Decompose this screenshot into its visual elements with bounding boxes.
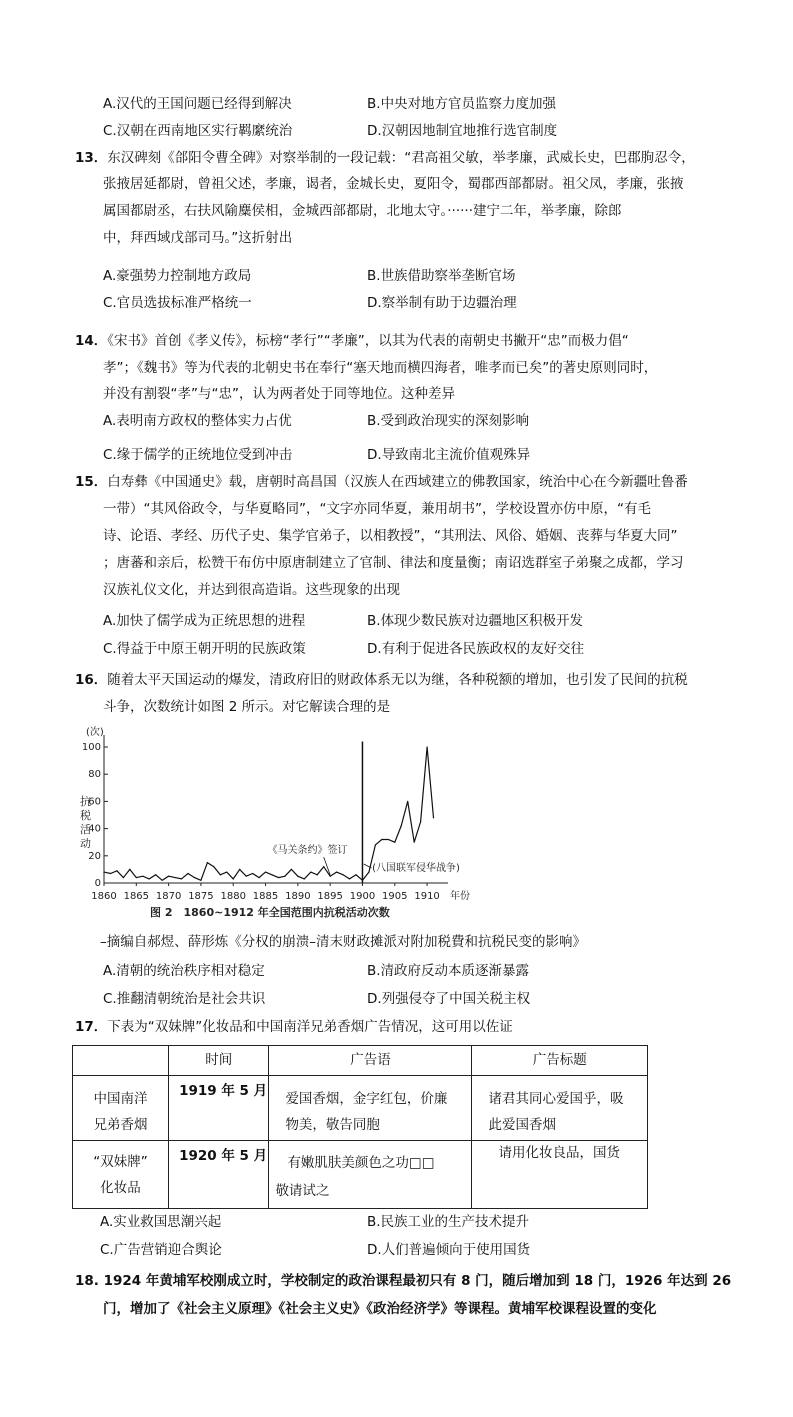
data-point — [407, 801, 408, 802]
ad-table-header-slogan: 广告语 — [269, 1046, 472, 1076]
ad-row2-time: 1920 年 5 月 — [169, 1141, 269, 1209]
q16-option-a: A.清朝的统治秩序相对稳定 — [103, 963, 265, 979]
x-tick-label: 1860 — [91, 891, 117, 902]
data-point — [426, 746, 427, 747]
x-tick-label: 1900 — [349, 891, 376, 902]
table-row — [73, 1076, 648, 1141]
q12-option-d: D.汉朝因地制宜地推行选官制度 — [367, 123, 558, 139]
x-tick-label: 1875 — [188, 891, 214, 902]
q15-line-4: ；唐蕃和亲后，松赞干布仿中原唐制建立了官制、律法和度量衡；南诏选群室子弟聚之成都，学习 — [103, 555, 684, 571]
q15-option-b: B.体现少数民族对边疆地区积极开发 — [367, 613, 584, 629]
data-point — [362, 880, 363, 881]
ad-table-header — [73, 1046, 648, 1076]
data-point — [110, 873, 111, 874]
data-point — [258, 877, 259, 878]
q16-number: 16． — [75, 672, 108, 688]
ad-row1-time: 1919 年 5 月 — [169, 1076, 269, 1141]
data-point — [297, 876, 298, 877]
q13-line-4: 中，拜西域戊部司马。”这折射出 — [103, 230, 293, 246]
tax-resistance-chart — [80, 725, 500, 925]
q14-number: 14． — [75, 333, 108, 349]
q17-option-a: A.实业救国思潮兴起 — [100, 1214, 222, 1230]
data-point — [368, 872, 369, 873]
q16-option-d: D.列强侵夺了中国关税主权 — [367, 991, 531, 1007]
q13-option-c: C.官员选拔标准严格统一 — [103, 295, 252, 311]
data-point — [207, 862, 208, 863]
data-point — [317, 874, 318, 875]
data-point — [174, 877, 175, 878]
data-point — [265, 872, 266, 873]
q12-option-c: C.汉朝在西南地区实行羁縻统治 — [103, 123, 293, 139]
q16-option-b: B.清政府反动本质逐渐暴露 — [367, 963, 530, 979]
q16-line-1: 16．随着太平天国运动的爆发，清政府旧的财政体系无以为继，各种税额的增加，也引发了民间的抗税 — [75, 672, 688, 688]
q13-number: 13． — [75, 150, 108, 166]
x-tick-label: 1865 — [123, 891, 150, 902]
q12-option-a: A.汉代的王国问题已经得到解决 — [103, 96, 292, 112]
ad-row1-title: 诸君其同心爱国乎，吸 此爱国香烟 — [472, 1076, 648, 1141]
q16-option-c: C.推翻清朝统治是社会共识 — [103, 991, 266, 1007]
q14-option-c: C.缘于儒学的正统地位受到冲击 — [103, 447, 293, 463]
data-point — [278, 877, 279, 878]
x-tick-label: 1885 — [252, 891, 279, 902]
q15-number: 15． — [75, 474, 108, 490]
data-point — [239, 869, 240, 870]
annotation-eight-nation: (八国联军侵华战争) — [372, 862, 460, 874]
data-point — [414, 842, 415, 843]
ad-row2-product: “双妹牌” 化妆品 — [73, 1141, 169, 1209]
q18-line-1: 18. 1924 年黄埔军校刚成立时，学校制定的政治课程最初只有 8 门，随后增加到 18 门，1926 年达到 26 — [75, 1273, 732, 1289]
data-point — [388, 839, 389, 840]
data-point — [330, 876, 331, 877]
data-point — [194, 877, 195, 878]
q12-option-b: B.中央对地方官员监察力度加强 — [367, 96, 557, 112]
data-point — [149, 878, 150, 879]
q14-line-1: 14．《宋书》首创《孝义传》，标榜“孝行”“孝廉”，以其为代表的南朝史书撇开“忠”而极力倡“ — [75, 333, 629, 349]
ad-row1-slogan: 爱国香烟，金字红包，价廉 物美，敬告同胞 — [269, 1076, 472, 1141]
ad-table-header-blank — [73, 1046, 169, 1076]
data-point — [433, 817, 434, 818]
ad-table — [72, 1045, 648, 1209]
y-axis-unit: (次) — [86, 727, 104, 738]
q13-option-d: D.察举制有助于边疆治理 — [367, 295, 517, 311]
ad-row2-title: 请用化妆良品，国货 — [472, 1141, 648, 1209]
q15-line-1: 15．白寿彝《中国通史》载，唐朝时高昌国（汉族人在西域建立的佛教国家，统治中心在今新疆吐鲁番 — [75, 474, 688, 490]
data-point — [213, 866, 214, 867]
data-point — [291, 869, 292, 870]
data-point — [136, 877, 137, 878]
q14-line-2: 孝”；《魏书》等为代表的北朝史书在奉行“塞天地而横四海者，唯孝而已矣”的著史原则同时， — [103, 360, 658, 376]
data-point — [187, 873, 188, 874]
data-point — [181, 878, 182, 879]
y-axis-label-char: 活 — [80, 823, 91, 836]
x-tick-label: 1895 — [317, 891, 343, 902]
data-point — [220, 874, 221, 875]
q13-line-3: 属国都尉丞，右扶风隃麋侯相，金城西部都尉，北地太守。······建宁二年，举孝廉，除郎 — [103, 203, 622, 219]
data-point — [394, 842, 395, 843]
x-tick-label: 1905 — [382, 891, 408, 902]
data-point — [200, 880, 201, 881]
q15-option-d: D.有利于促进各民族政权的友好交往 — [367, 641, 585, 657]
q15-line-5: 汉族礼仪文化，并达到很高造诣。这些现象的出现 — [103, 582, 400, 598]
ad-table-header-time: 时间 — [169, 1046, 269, 1076]
y-tick-label: 100 — [81, 742, 101, 753]
data-point — [162, 880, 163, 881]
q13-line-1: 13．东汉碑刻《郃阳令曹全碑》对察举制的一段记载：“君高祖父敏，举孝廉，武威长史，巴郡朐忍令， — [75, 150, 695, 166]
q13-option-a: A.豪强势力控制地方政局 — [103, 268, 252, 284]
data-point — [349, 878, 350, 879]
x-tick-label: 1910 — [414, 891, 440, 902]
q15-option-a: A.加快了儒学成为正统思想的进程 — [103, 613, 306, 629]
data-point — [401, 825, 402, 826]
data-point — [103, 872, 104, 873]
q17-number: 17． — [75, 1019, 108, 1035]
data-point — [226, 872, 227, 873]
chart-caption: 图 2 1860~1912 年全国范围内抗税活动次数 — [150, 906, 390, 919]
q13-line-2: 张掖居延都尉，曾祖父述，孝廉，谒者，金城长史，夏阳令，蜀郡西部都尉。祖父凤，孝廉，张掖 — [103, 176, 684, 192]
q18-line-2: 门，增加了《社会主义原理》《社会主义史》《政治经济学》等课程。黄埔军校课程设置的变化 — [103, 1301, 657, 1317]
x-tick-label: 1880 — [220, 891, 246, 902]
table-row — [73, 1141, 648, 1209]
data-point — [246, 876, 247, 877]
data-point — [381, 839, 382, 840]
data-point — [375, 844, 376, 845]
y-axis-label-char: 抗 — [80, 795, 91, 808]
series-line — [104, 747, 434, 880]
y-tick-label: 40 — [88, 823, 101, 835]
q17-option-b: B.民族工业的生产技术提升 — [367, 1214, 530, 1230]
q14-option-d: D.导致南北主流价值观殊异 — [367, 447, 531, 463]
q17-question: 17．下表为“双妹牌”化妆品和中国南洋兄弟香烟广告情况，这可用以佐证 — [75, 1019, 513, 1035]
data-point — [420, 821, 421, 822]
y-tick-label: 0 — [94, 878, 101, 889]
q16-source: –摘编自郝煜、薛形炼《分权的崩溃–清末财政摊派对附加税費和抗税民变的影响》 — [100, 934, 586, 950]
q14-line-3: 并没有割裂“孝”与“忠”，认为两者处于同等地位。这种差异 — [103, 386, 455, 402]
q14-option-b: B.受到政治现实的深刻影响 — [367, 413, 530, 429]
y-tick-label: 80 — [88, 769, 101, 781]
q16-line-2: 斗争，次数统计如图 2 所示。对它解读合理的是 — [103, 699, 391, 715]
data-point — [342, 874, 343, 875]
data-point — [310, 872, 311, 873]
q15-option-c: C.得益于中原王朝开明的民族政策 — [103, 641, 306, 657]
q15-line-3: 诗、论语、孝经、历代子史、集学官弟子，以相教授”，“其刑法、风俗、婚姻、丧葬与华夏大同” — [103, 528, 678, 544]
q17-option-d: D.人们普遍倾向于使用国货 — [367, 1242, 531, 1258]
x-tick-label: 1870 — [155, 891, 182, 902]
data-point — [142, 876, 143, 877]
data-point — [323, 866, 324, 867]
x-axis-label: 年份 — [450, 891, 470, 902]
annotation-maguan: 《马关条约》签订 — [267, 845, 348, 857]
q14-option-a: A.表明南方政权的整体实力占优 — [103, 413, 292, 429]
ad-row2-slogan: 有嫩肌肤美颜色之功□□ 敬请试之 — [269, 1141, 472, 1209]
x-tick-label: 1890 — [285, 891, 311, 902]
data-point — [336, 872, 337, 873]
data-point — [168, 876, 169, 877]
y-axis-label-char: 动 — [80, 837, 91, 850]
data-point — [304, 878, 305, 879]
y-tick-label: 60 — [88, 796, 101, 808]
q15-line-2: 一带）“其风俗政令，与华夏略同”，“文字亦同华夏，兼用胡书”，学校设置亦仿中原，“有毛 — [103, 501, 651, 517]
y-tick-label: 20 — [88, 850, 101, 862]
ad-row1-product: 中国南洋 兄弟香烟 — [73, 1076, 169, 1141]
ad-table-header-title: 广告标题 — [472, 1046, 648, 1076]
data-point — [116, 870, 117, 871]
q13-option-b: B.世族借助察举垄断官场 — [367, 268, 516, 284]
q17-option-c: C.广告营销迎合舆论 — [100, 1242, 222, 1258]
data-point — [155, 874, 156, 875]
data-point — [233, 878, 234, 879]
data-point — [271, 874, 272, 875]
data-point — [284, 876, 285, 877]
data-point — [355, 874, 356, 875]
data-point — [129, 869, 130, 870]
y-axis-label-char: 税 — [80, 809, 91, 822]
data-point — [252, 873, 253, 874]
data-point — [123, 877, 124, 878]
